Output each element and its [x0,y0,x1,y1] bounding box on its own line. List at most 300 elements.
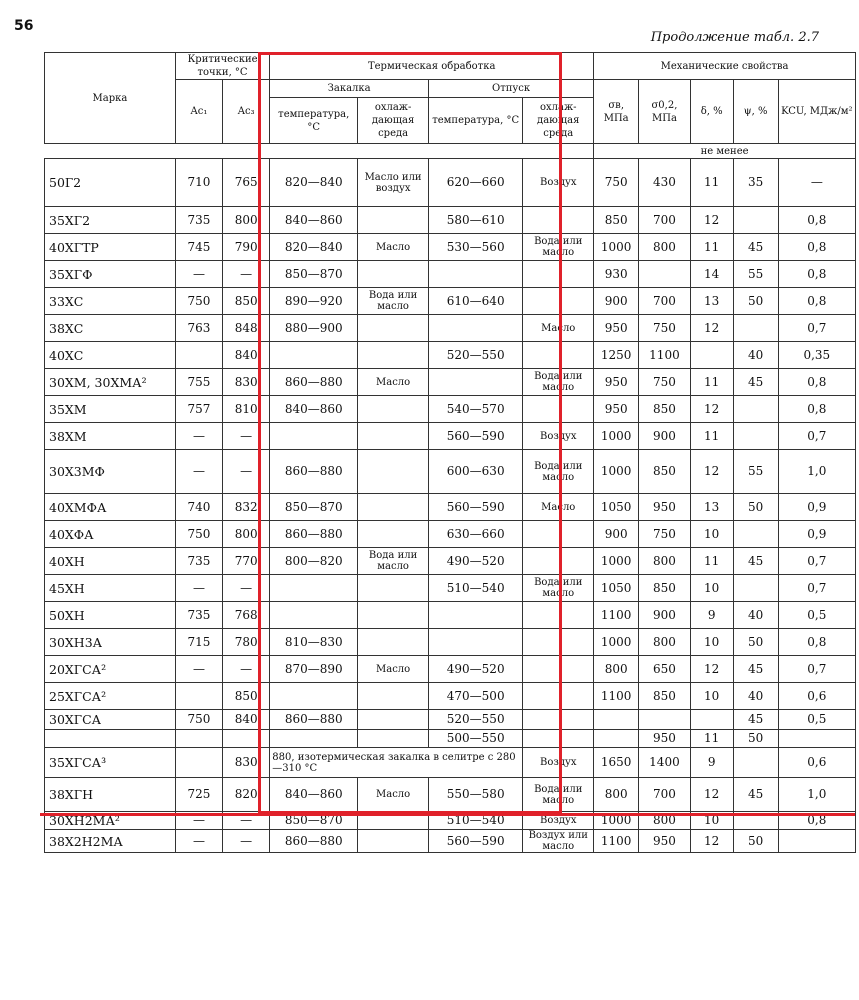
cell-s02: 650 [639,656,690,683]
cell-tm: Воздух [523,159,594,207]
cell-sb: 950 [594,369,639,396]
cell-psi [733,396,778,423]
cell-s02: 850 [639,575,690,602]
cell-tt [428,602,522,629]
cell-qt: 860—880 [270,450,358,494]
cell-tm [523,207,594,234]
cell-qm [358,629,429,656]
header-min-note: не менее [594,144,856,159]
cell-sb: 900 [594,521,639,548]
cell-sb: 850 [594,207,639,234]
cell-ac3: — [223,261,270,288]
cell-s02: 800 [639,234,690,261]
cell-s02: 950 [639,494,690,521]
cell-qt: 880—900 [270,315,358,342]
cell-ac1: 735 [175,207,222,234]
cell-qt [270,730,358,748]
table-row [45,830,856,853]
cell-s02 [639,710,690,730]
cell-s02: 700 [639,207,690,234]
cell-d [690,342,733,369]
cell-ac3: — [223,830,270,853]
cell-psi: 45 [733,369,778,396]
cell-psi: 50 [733,288,778,315]
cell-qm [358,494,429,521]
cell-psi [733,575,778,602]
cell-qt: 860—880 [270,710,358,730]
cell-ac1: 715 [175,629,222,656]
header-psi: ψ, % [733,80,778,144]
cell-qt: 890—920 [270,288,358,315]
table-row [45,521,856,548]
header-sigma-02: σ0,2, МПа [639,80,690,144]
cell-qt: 860—880 [270,369,358,396]
cell-psi: 40 [733,602,778,629]
table-row [45,396,856,423]
cell-sb: 1050 [594,494,639,521]
cell-tm [523,342,594,369]
cell-qt: 800—820 [270,548,358,575]
cell-qt: 840—860 [270,778,358,812]
cell-ac3: 800 [223,207,270,234]
table-row [45,730,856,748]
cell-sb: 1000 [594,548,639,575]
cell-sb: 1650 [594,748,639,778]
cell-kcu [778,730,855,748]
cell-tm: Масло [523,494,594,521]
table-row [45,602,856,629]
cell-ac3: — [223,812,270,830]
cell-psi: 40 [733,342,778,369]
cell-s02 [639,261,690,288]
cell-ac1 [175,342,222,369]
cell-grade: 45ХН [45,575,176,602]
header-temper-temperature: температура, °C [428,98,522,144]
cell-tm [523,261,594,288]
cell-kcu: 0,5 [778,602,855,629]
cell-qm [358,521,429,548]
header-temper: Отпуск [428,80,593,98]
table-row [45,261,856,288]
cell-ac3: — [223,423,270,450]
table-row [45,234,856,261]
cell-psi [733,423,778,450]
cell-d: 12 [690,778,733,812]
cell-psi: 50 [733,629,778,656]
cell-d: 9 [690,602,733,629]
cell-tm: Вода или масло [523,575,594,602]
header-critical-points: Критические точки, °C [175,53,269,80]
cell-d: 10 [690,521,733,548]
cell-ac3: 820 [223,778,270,812]
cell-s02: 750 [639,315,690,342]
cell-ac1: 755 [175,369,222,396]
cell-tm [523,396,594,423]
header-delta: δ, % [690,80,733,144]
cell-sb: 1000 [594,450,639,494]
header-grade: Марка [45,53,176,144]
cell-ac1: — [175,575,222,602]
cell-sb: 900 [594,288,639,315]
cell-grade: 40ХМФА [45,494,176,521]
cell-tt: 510—540 [428,575,522,602]
table-row [45,494,856,521]
cell-psi: 55 [733,450,778,494]
cell-ac3: 850 [223,288,270,315]
cell-tt [428,315,522,342]
cell-ac3: 840 [223,710,270,730]
cell-ac1: 740 [175,494,222,521]
cell-qm [358,315,429,342]
cell-qm [358,342,429,369]
cell-d: 10 [690,629,733,656]
cell-sb: 750 [594,159,639,207]
cell-tt: 600—630 [428,450,522,494]
cell-ac1: 757 [175,396,222,423]
cell-psi: 40 [733,683,778,710]
cell-psi [733,315,778,342]
cell-sb: 1000 [594,423,639,450]
cell-s02: 750 [639,369,690,396]
cell-kcu: 1,0 [778,778,855,812]
cell-qt: 870—890 [270,656,358,683]
cell-s02: 850 [639,396,690,423]
cell-ac1 [175,683,222,710]
cell-qm [358,602,429,629]
table-caption: Продолжение табл. 2.7 [650,30,819,45]
cell-grade: 33ХС [45,288,176,315]
cell-s02: 900 [639,423,690,450]
cell-kcu: 0,7 [778,656,855,683]
cell-qt: 880, изотермическая закалка в селитре с 280—310 °C [270,748,523,778]
cell-tt: 620—660 [428,159,522,207]
cell-tt: 520—550 [428,342,522,369]
cell-kcu: 0,8 [778,288,855,315]
cell-s02: 800 [639,812,690,830]
cell-kcu: 0,9 [778,494,855,521]
cell-ac3: — [223,575,270,602]
cell-sb: 800 [594,778,639,812]
cell-ac1: 725 [175,778,222,812]
cell-kcu: 0,6 [778,748,855,778]
table-row [45,575,856,602]
cell-tt: 580—610 [428,207,522,234]
table-row [45,629,856,656]
cell-psi [733,748,778,778]
cell-ac1: 735 [175,602,222,629]
cell-qt [270,683,358,710]
cell-ac1: — [175,656,222,683]
cell-grade: 38ХМ [45,423,176,450]
cell-sb [594,730,639,748]
cell-kcu: 0,8 [778,207,855,234]
cell-tt: 560—590 [428,830,522,853]
header-sigma-b: σв, МПа [594,80,639,144]
cell-qm [358,710,429,730]
cell-sb: 1000 [594,812,639,830]
cell-kcu: 0,7 [778,548,855,575]
cell-ac3: 780 [223,629,270,656]
cell-qt: 840—860 [270,207,358,234]
cell-qt: 860—880 [270,830,358,853]
cell-sb: 950 [594,396,639,423]
header-heat-treatment: Термическая обработка [270,53,594,80]
cell-tm [523,710,594,730]
cell-qm: Вода или масло [358,548,429,575]
cell-kcu: 0,5 [778,710,855,730]
cell-sb: 930 [594,261,639,288]
table-row [45,369,856,396]
cell-tt: 540—570 [428,396,522,423]
cell-tm: Воздух [523,423,594,450]
cell-grade: 30ХМ, 30ХМА² [45,369,176,396]
cell-psi: 45 [733,656,778,683]
cell-qm [358,730,429,748]
cell-tm [523,602,594,629]
cell-tm [523,683,594,710]
cell-d: 12 [690,450,733,494]
cell-qt: 850—870 [270,494,358,521]
cell-kcu: 0,35 [778,342,855,369]
cell-ac1: 750 [175,710,222,730]
cell-psi: 45 [733,234,778,261]
steel-properties-table [44,52,856,853]
cell-psi: 50 [733,830,778,853]
cell-ac3: 830 [223,748,270,778]
cell-kcu: 0,8 [778,234,855,261]
cell-sb: 1000 [594,234,639,261]
header-ac3: Ac₃ [223,80,270,144]
cell-d: 11 [690,159,733,207]
table-row [45,812,856,830]
cell-ac3: 790 [223,234,270,261]
cell-qt: 810—830 [270,629,358,656]
cell-kcu: 0,7 [778,575,855,602]
cell-tt: 470—500 [428,683,522,710]
cell-d: 13 [690,288,733,315]
cell-tm [523,730,594,748]
header-quench: Закалка [270,80,429,98]
cell-qm [358,423,429,450]
cell-s02: 1100 [639,342,690,369]
cell-ac1: 750 [175,521,222,548]
cell-tm [523,656,594,683]
cell-ac1: — [175,830,222,853]
cell-tt [428,369,522,396]
cell-kcu: 0,8 [778,261,855,288]
cell-kcu: 0,8 [778,629,855,656]
cell-d: 12 [690,315,733,342]
cell-kcu: 0,8 [778,396,855,423]
cell-ac1: — [175,812,222,830]
cell-tt [428,261,522,288]
cell-grade: 50Г2 [45,159,176,207]
cell-s02: 430 [639,159,690,207]
cell-grade: 30ХН2МА² [45,812,176,830]
cell-ac3: — [223,656,270,683]
cell-grade: 35ХГФ [45,261,176,288]
cell-tm: Воздух [523,748,594,778]
cell-s02: 800 [639,548,690,575]
header-ac1: Ac₁ [175,80,222,144]
cell-tm: Масло [523,315,594,342]
cell-qt: 850—870 [270,812,358,830]
cell-grade: 25ХГСА² [45,683,176,710]
cell-qt [270,342,358,369]
cell-psi [733,207,778,234]
cell-psi: 50 [733,494,778,521]
cell-d: 10 [690,812,733,830]
cell-sb: 1250 [594,342,639,369]
cell-psi: 50 [733,730,778,748]
cell-ac3: 765 [223,159,270,207]
cell-qm: Масло или воздух [358,159,429,207]
cell-qt [270,602,358,629]
cell-qm [358,396,429,423]
cell-tt: 510—540 [428,812,522,830]
table-row [45,778,856,812]
table-row [45,548,856,575]
cell-grade: 30Х3МФ [45,450,176,494]
cell-ac3: 770 [223,548,270,575]
cell-tt: 610—640 [428,288,522,315]
cell-grade: 30ХН3А [45,629,176,656]
cell-sb: 1000 [594,629,639,656]
cell-ac1 [175,730,222,748]
cell-sb: 1100 [594,830,639,853]
cell-psi: 45 [733,710,778,730]
table-row [45,748,856,778]
cell-ac3: — [223,450,270,494]
cell-tm: Вода или масло [523,234,594,261]
table-row [45,423,856,450]
cell-tt: 490—520 [428,656,522,683]
cell-sb: 1100 [594,602,639,629]
cell-qm: Масло [358,369,429,396]
cell-psi: 45 [733,778,778,812]
cell-kcu: — [778,159,855,207]
cell-d: 12 [690,396,733,423]
header-kcu: KCU, МДж/м² [778,80,855,144]
cell-qt: 860—880 [270,521,358,548]
header-mechanical-properties: Механические свойства [594,53,856,80]
cell-grade: 35ХГСА³ [45,748,176,778]
cell-grade [45,730,176,748]
cell-ac1: 745 [175,234,222,261]
cell-d: 11 [690,423,733,450]
cell-qt: 820—840 [270,234,358,261]
cell-d: 13 [690,494,733,521]
header-quench-medium: охлаж-дающая среда [358,98,429,144]
page-number: 56 [14,18,34,34]
cell-kcu: 0,8 [778,812,855,830]
cell-kcu: 0,7 [778,423,855,450]
cell-sb: 950 [594,315,639,342]
cell-s02: 700 [639,288,690,315]
cell-grade: 40ХС [45,342,176,369]
cell-tm [523,548,594,575]
table-row [45,656,856,683]
cell-qm [358,261,429,288]
cell-grade: 38ХС [45,315,176,342]
cell-grade: 38ХГН [45,778,176,812]
cell-d: 9 [690,748,733,778]
cell-ac3: 830 [223,369,270,396]
cell-tm: Вода или масло [523,369,594,396]
table-row [45,683,856,710]
cell-ac1: 710 [175,159,222,207]
cell-ac3 [223,730,270,748]
cell-ac1: — [175,261,222,288]
cell-tt: 500—550 [428,730,522,748]
cell-qt: 820—840 [270,159,358,207]
cell-grade: 20ХГСА² [45,656,176,683]
cell-ac1: 763 [175,315,222,342]
cell-ac1: 735 [175,548,222,575]
cell-tt: 560—590 [428,494,522,521]
cell-kcu: 0,7 [778,315,855,342]
cell-psi [733,812,778,830]
cell-ac3: 810 [223,396,270,423]
cell-d: 12 [690,207,733,234]
cell-grade: 35ХМ [45,396,176,423]
cell-tm [523,288,594,315]
cell-d [690,710,733,730]
cell-s02: 1400 [639,748,690,778]
cell-tm: Вода или масло [523,450,594,494]
cell-s02: 800 [639,629,690,656]
cell-tt: 550—580 [428,778,522,812]
header-quench-temperature: температура, °C [270,98,358,144]
cell-d: 11 [690,234,733,261]
cell-ac3: 848 [223,315,270,342]
cell-s02: 750 [639,521,690,548]
cell-psi: 45 [733,548,778,575]
cell-qm [358,812,429,830]
table-row [45,207,856,234]
table-row [45,288,856,315]
cell-d: 11 [690,730,733,748]
cell-s02: 950 [639,730,690,748]
cell-kcu: 0,6 [778,683,855,710]
cell-d: 14 [690,261,733,288]
cell-qm [358,575,429,602]
table-row [45,450,856,494]
cell-tm: Воздух [523,812,594,830]
cell-s02: 900 [639,602,690,629]
cell-d: 12 [690,830,733,853]
cell-grade: 30ХГСА [45,710,176,730]
cell-ac3: 800 [223,521,270,548]
cell-grade: 38Х2Н2МА [45,830,176,853]
table-row [45,159,856,207]
cell-sb: 1100 [594,683,639,710]
cell-s02: 850 [639,450,690,494]
cell-ac3: 850 [223,683,270,710]
table-row [45,315,856,342]
cell-sb [594,710,639,730]
cell-d: 10 [690,575,733,602]
cell-tt: 530—560 [428,234,522,261]
cell-ac1: — [175,450,222,494]
cell-qm: Масло [358,234,429,261]
cell-grade: 35ХГ2 [45,207,176,234]
cell-sb: 1050 [594,575,639,602]
cell-kcu [778,830,855,853]
cell-qt [270,423,358,450]
cell-qm [358,683,429,710]
cell-qt: 840—860 [270,396,358,423]
